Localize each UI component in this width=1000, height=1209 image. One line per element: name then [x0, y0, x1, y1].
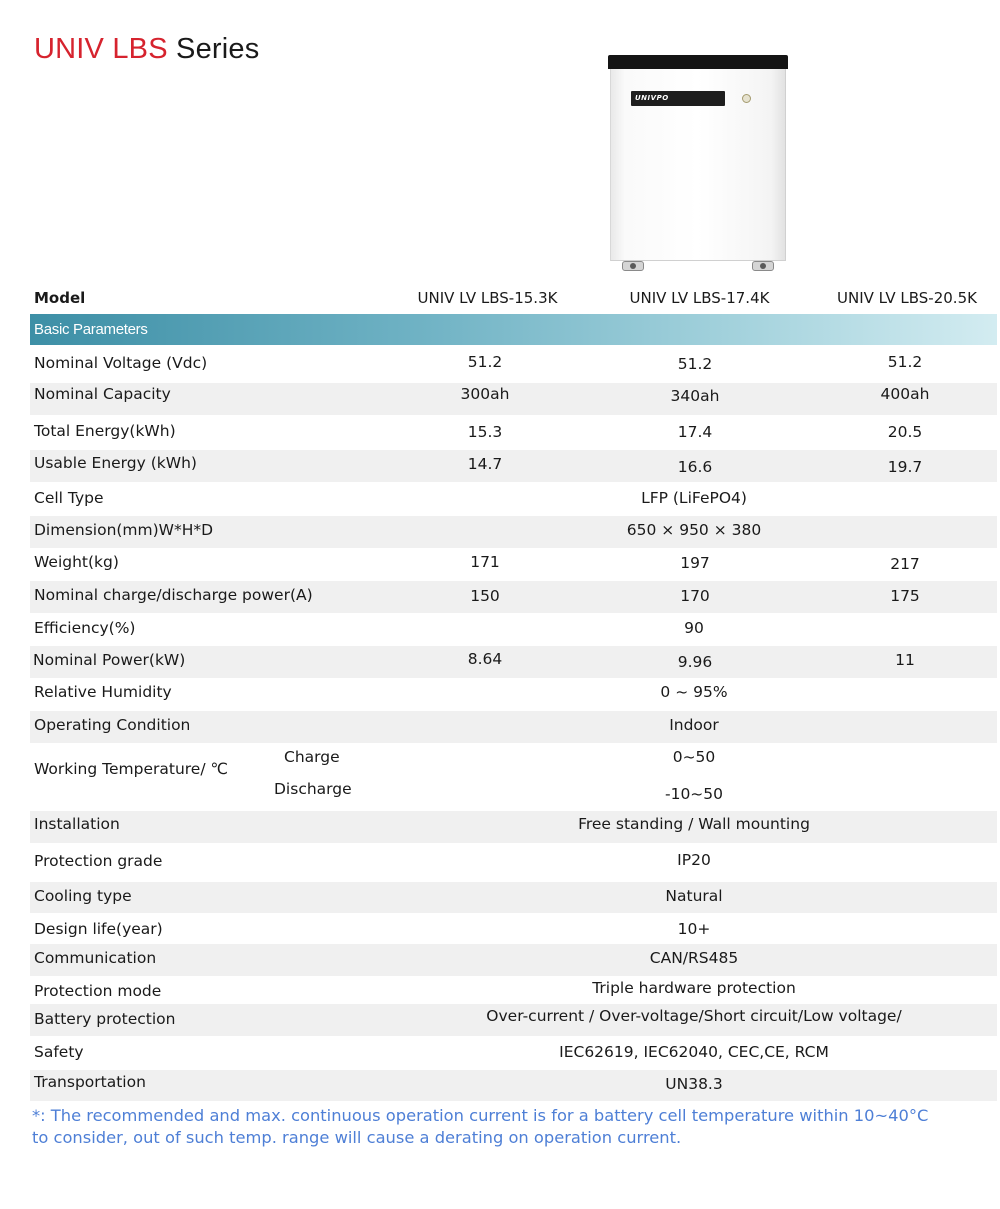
value-model-2: 17.4 [677, 423, 713, 441]
row-cell-type [30, 484, 997, 515]
row-working-temperature [30, 744, 997, 810]
model-column-2: UNIV LV LBS-17.4K [629, 289, 770, 307]
value-model-2: 51.2 [677, 355, 713, 373]
discharge-label: Discharge [274, 780, 352, 798]
power-indicator-icon [742, 94, 751, 103]
row-nominal-capacity [30, 383, 997, 415]
model-column-3: UNIV LV LBS-20.5K [837, 289, 977, 307]
value-model-3: 19.7 [887, 458, 923, 476]
row-protection-grade [30, 845, 997, 880]
row-charge-discharge-power [30, 581, 997, 613]
row-operating-condition [30, 711, 997, 743]
value-all-models: Indoor [669, 716, 719, 734]
cabinet-display-panel [631, 91, 725, 106]
row-label: Transportation [34, 1073, 146, 1091]
row-cooling-type [30, 882, 997, 913]
row-label: Dimension(mm)W*H*D [34, 521, 214, 539]
value-model-1: 300ah [460, 385, 510, 403]
discharge-value: -10~50 [664, 785, 724, 803]
row-label: Nominal charge/discharge power(A) [34, 586, 313, 604]
row-design-life [30, 914, 997, 943]
model-column-1: UNIV LV LBS-15.3K [417, 289, 558, 307]
value-model-1: 8.64 [467, 650, 503, 668]
value-model-2: 16.6 [677, 458, 713, 476]
row-label: Efficiency(%) [34, 619, 136, 637]
page-title [34, 33, 259, 66]
charge-label: Charge [284, 748, 340, 766]
wheel-left-icon [622, 261, 644, 271]
row-label: Weight(kg) [34, 553, 119, 571]
row-nominal-power [30, 646, 997, 678]
value-all-models: UN38.3 [665, 1075, 723, 1093]
charge-value: 0~50 [672, 748, 716, 766]
row-label: Protection grade [34, 852, 163, 870]
value-model-3: 175 [890, 587, 920, 605]
row-label: Safety [34, 1043, 84, 1061]
row-weight [30, 549, 997, 580]
footnote-line-1: *: The recommended and max. continuous operation current is for a battery cell temperature within 10~40°C [32, 1106, 929, 1125]
row-protection-mode [30, 977, 997, 1003]
value-model-3: 51.2 [887, 353, 923, 371]
row-label: Operating Condition [34, 716, 191, 734]
cabinet-top [608, 55, 788, 69]
value-all-models: Natural [665, 887, 723, 905]
model-header-label: Model [34, 289, 86, 307]
row-label: Installation [34, 815, 120, 833]
value-all-models: 90 [684, 619, 704, 637]
section-title: Basic Parameters [34, 321, 148, 338]
title-series: Series [176, 33, 260, 65]
section-banner [30, 314, 997, 345]
value-all-models: 650 × 950 × 380 [626, 521, 762, 539]
product-image [608, 55, 788, 275]
value-all-models: Over-current / Over-voltage/Short circuit/Low voltage/ [486, 1007, 902, 1025]
row-relative-humidity [30, 679, 997, 710]
value-model-2: 340ah [670, 387, 720, 405]
value-all-models: 0 ~ 95% [660, 683, 728, 701]
row-label: Nominal Voltage (Vdc) [34, 354, 208, 372]
value-model-3: 400ah [880, 385, 930, 403]
row-communication [30, 944, 997, 976]
row-label: Usable Energy (kWh) [34, 454, 197, 472]
value-all-models: IEC62619, IEC62040, CEC,CE, RCM [559, 1043, 829, 1061]
row-dimension [30, 516, 997, 548]
row-label: Working Temperature/ ℃ [34, 760, 228, 778]
value-all-models: CAN/RS485 [649, 949, 739, 967]
value-model-1: 51.2 [467, 353, 503, 371]
row-transportation [30, 1070, 997, 1101]
row-safety [30, 1037, 997, 1069]
footnote-line-2: to consider, out of such temp. range will cause a derating on operation current. [32, 1128, 682, 1147]
row-label: Total Energy(kWh) [34, 422, 176, 440]
wheel-right-icon [752, 261, 774, 271]
value-model-1: 15.3 [467, 423, 503, 441]
row-label: Protection mode [34, 982, 162, 1000]
footnote [32, 1105, 992, 1149]
value-model-1: 171 [470, 553, 500, 571]
cabinet-body [610, 69, 786, 261]
value-model-2: 170 [680, 587, 710, 605]
value-model-3: 217 [890, 555, 920, 573]
row-label: Nominal Capacity [34, 385, 171, 403]
row-label: Battery protection [34, 1010, 176, 1028]
value-model-3: 11 [895, 651, 915, 669]
row-label: Cell Type [34, 489, 104, 507]
row-efficiency [30, 614, 997, 645]
row-label: Design life(year) [34, 920, 163, 938]
row-nominal-voltage [30, 348, 997, 381]
value-all-models: Free standing / Wall mounting [578, 815, 810, 833]
row-label: Communication [34, 949, 157, 967]
row-label: Relative Humidity [34, 683, 172, 701]
value-model-2: 197 [680, 554, 710, 572]
value-all-models: IP20 [677, 851, 711, 869]
value-model-1: 150 [470, 587, 500, 605]
title-brand: UNIV LBS [34, 33, 168, 65]
row-usable-energy [30, 450, 997, 482]
row-label: Cooling type [34, 887, 132, 905]
row-label: Nominal Power(kW) [33, 651, 186, 669]
row-battery-protection [30, 1004, 997, 1036]
value-all-models: Triple hardware protection [592, 979, 796, 997]
value-all-models: 10+ [677, 920, 711, 938]
row-installation [30, 811, 997, 843]
value-model-2: 9.96 [677, 653, 713, 671]
row-total-energy [30, 418, 997, 448]
value-all-models: LFP (LiFePO4) [641, 489, 747, 507]
value-model-1: 14.7 [467, 455, 503, 473]
cabinet-logo: UNIVPO [635, 94, 669, 102]
value-model-3: 20.5 [887, 423, 923, 441]
